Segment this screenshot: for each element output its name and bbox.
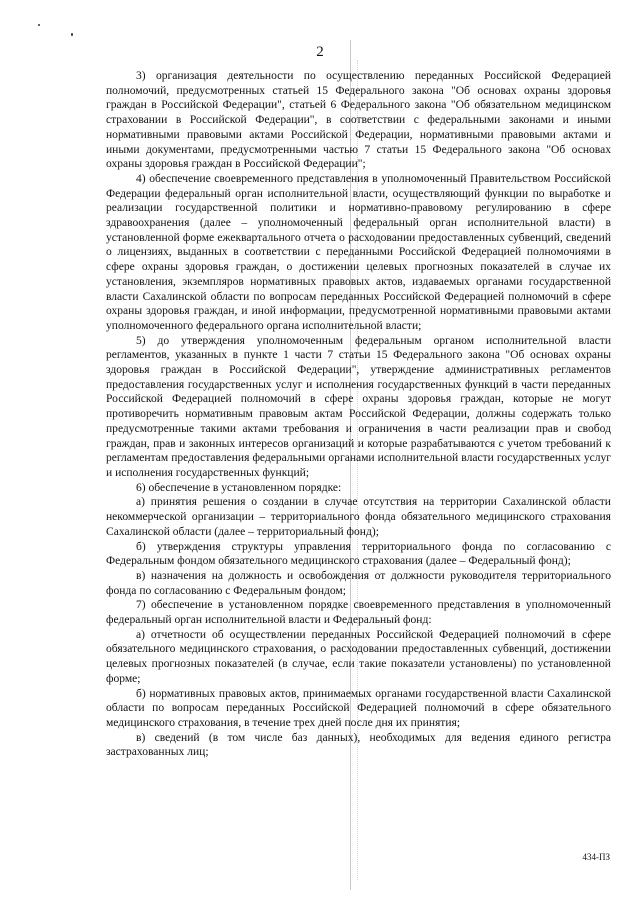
paragraph-item-7: 7) обеспечение в установленном порядке своевременного представления в уполномоченный федеральный орган исполнительной власти и Федеральный фонд: bbox=[106, 599, 611, 627]
paragraph-subitem-7a: а) отчетности об осуществлении переданных Российской Федерацией полномочий в сфере обязательного медицинского страхования, о расходовании предоставленных субвенций, достижении целевых прогнозных показателей (в случае, если такие показатели установлены) по установленной форме; bbox=[106, 628, 611, 685]
paragraph-subitem-7v: в) сведений (в том числе баз данных), необходимых для ведения единого регистра застрахованных лиц; bbox=[106, 731, 611, 759]
scan-speck bbox=[38, 24, 40, 26]
page-number: 2 bbox=[316, 44, 324, 60]
scan-speck bbox=[71, 33, 73, 36]
paragraph-subitem-6v: в) назначения на должность и освобождения от должности руководителя территориального фонда по согласованию с Федеральным фондом; bbox=[106, 569, 611, 597]
paragraph-subitem-6b: б) утверждения структуры управления территориального фонда по согласованию с Федеральным фондом обязательного медицинского страхования (далее – Федеральный фонд); bbox=[106, 540, 611, 568]
document-body bbox=[106, 69, 611, 760]
paragraph-item-5: 5) до утверждения уполномоченным федеральным органом исполнительной власти регламентов, указанных в пункте 1 части 7 статьи 15 Федерального закона "Об основах охраны здоровья граждан в Российской Федерации", утверждение административных регламентов предоставления государственных услуг и исполнения государственных функций в части переданных Российской Федерацией полномочий в сфере охраны здоровья граждан, которые не могут противоречить нормативным правовым актам Российской Федерации, должны содержать только предусмотренные такими актами требования и ограничения в части реализации прав и свобод граждан, прав и законных интересов организаций и которые разрабатываются с учетом требований к регламентам предоставления федеральными органами исполнительной власти государственных услуг и исполнения государственных функций; bbox=[106, 334, 611, 479]
paragraph-item-4: 4) обеспечение своевременного представления в уполномоченный Правительством Российской Федерации федеральный орган исполнительной власти, осуществляющий функции по выработке и реализации государственной политики и нормативно-правовому регулированию в сфере здравоохранения (далее – уполномоченный федеральный орган исполнительной власти) в установленной форме ежеквартального отчета о расходовании предоставленных субвенций, сведений о лицензиях, выданных в соответствии с переданными Российской Федерацией полномочиями в сфере охраны здоровья граждан, о достижении целевых прогнозных показателей в случае их установления, экземпляров нормативных правовых актов, издаваемых органами государственной власти Сахалинской области по вопросам переданных Российской Федерацией полномочий в сфере охраны здоровья граждан, и иной информации, предусмотренной нормативными правовыми актами уполномоченного федерального органа исполнительной власти; bbox=[106, 172, 611, 332]
paragraph-item-3: 3) организация деятельности по осуществлению переданных Российской Федерацией полномочий, предусмотренных статьей 15 Федерального закона "Об основах охраны здоровья граждан в Российской Федерации", статьей 6 Федерального закона "Об обязательном медицинском страховании в Российской Федерации", в соответствии с федеральными законами и иными нормативными правовыми актами Российской Федерации, нормативными правовыми актами и иными документами, предусмотренными частью 7 статьи 15 Федерального закона "Об основах охраны здоровья граждан в Российской Федерации"; bbox=[106, 70, 611, 171]
paragraph-item-6: 6) обеспечение в установленном порядке: bbox=[136, 481, 342, 494]
paragraph-subitem-6a: а) принятия решения о создании в случае отсутствия на территории Сахалинской области некоммерческой организации – территориального фонда обязательного медицинского страхования Сахалинской области (далее – территориальный фонд); bbox=[106, 496, 611, 538]
paragraph-subitem-7b: б) нормативных правовых актов, принимаемых органами государственной власти Сахалинской области по вопросам переданных Российской Федерацией полномочий в сфере обязательного медицинского страхования, в течение трех дней после дня их принятия; bbox=[106, 687, 611, 729]
footer-code: 434-ПЗ bbox=[582, 852, 610, 862]
